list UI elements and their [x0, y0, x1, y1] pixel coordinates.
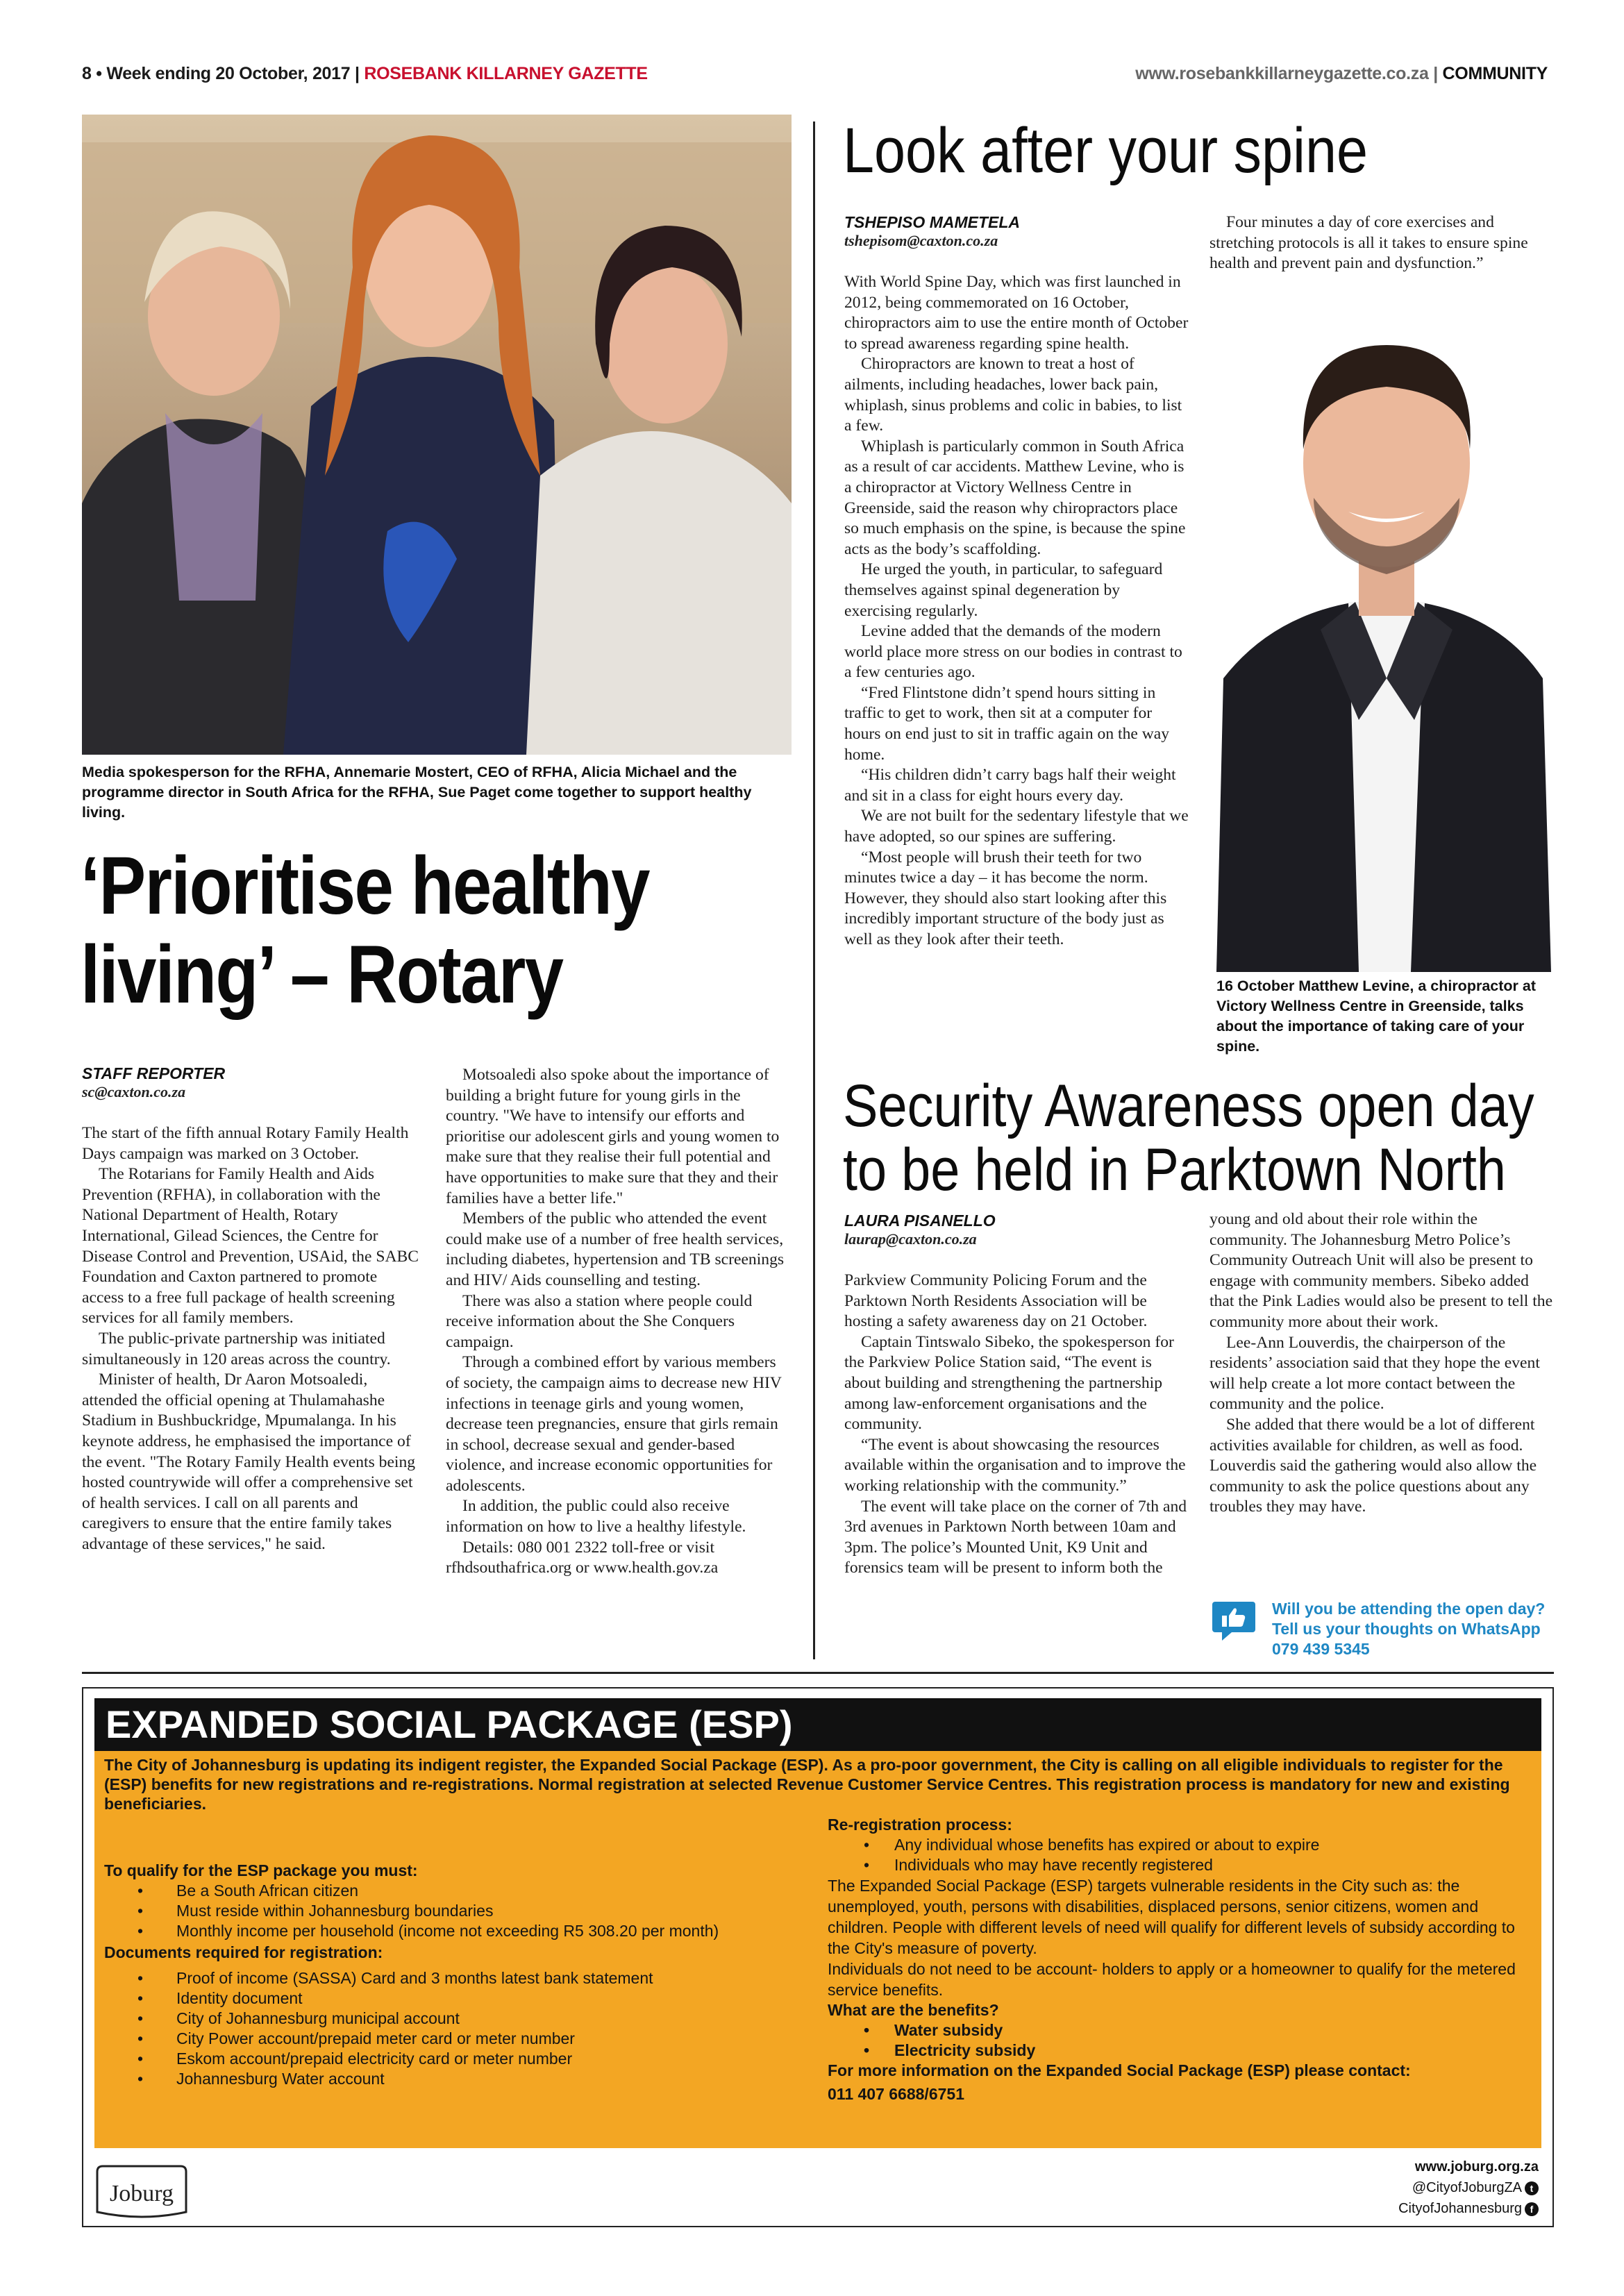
- list-item: • Water subsidy: [828, 2020, 1536, 2041]
- rotary-group-photo: [82, 115, 792, 755]
- advert-intro: The City of Johannesburg is updating its indigent register, the Expanded Social Package (ESP). As a pro-poor government, the City is calling on all eligible individuals to register for the (ESP) benefits for new registrations and re-registrations. Normal registration at selected Revenue Customer Service Centres. This registration process is mandatory for new and existing beneficiaries.: [104, 1756, 1510, 1813]
- rotary-headline: [81, 841, 696, 1019]
- facebook-page[interactable]: [1398, 2198, 1539, 2219]
- page-header-left: [82, 64, 648, 84]
- target-text: The Expanded Social Package (ESP) targets vulnerable residents in the City such as: the unemployed, youth, persons with disabilities, displaced persons, senior citizens, women and children. People with different levels of need will qualify for different levels of subsidy according to the City's measure of poverty.: [828, 1877, 1515, 1957]
- list-item: • City of Johannesburg municipal account: [104, 2009, 826, 2029]
- paragraph: Through a combined effort by various members of society, the campaign aims to decrease new HIV infections in teenage girls and young women, decrease teen pregnancies, ensure that girls remain in school, decrease sexual and gender-based violence, and increase economic opportunities for adolescents.: [446, 1353, 782, 1495]
- paragraph: young and old about their role within the community. The Johannesburg Metro Police’s Community Outreach Unit will also be present to engage with community members. Sibeko added that the Pink Ladies would also be present to tell the community more about their work.: [1209, 1210, 1553, 1331]
- facebook-icon: f: [1525, 2202, 1539, 2216]
- joburg-website-link[interactable]: www.joburg.org.za: [1414, 2159, 1539, 2175]
- paragraph: With World Spine Day, which was first launched in 2012, being commemorated on 16 October, chiropractors aim to use the entire month of October to spread awareness regarding spine health.: [844, 273, 1189, 353]
- qualify-heading: To qualify for the ESP package you must:: [104, 1861, 418, 1879]
- comment-prompt-text: Will you be attending the open day? Tell us your thoughts on WhatsApp 079 439 5345: [1272, 1600, 1546, 1658]
- paragraph: Chiropractors are known to treat a host of ailments, including headaches, lower back pain, whiplash, sinus problems and colic in babies, to list a few.: [844, 355, 1182, 435]
- list-item: • Johannesburg Water account: [104, 2069, 826, 2089]
- paragraph: She added that there would be a lot of different activities available for children, as well as food. Louverdis said the gathering would also allow the community to ask the police questions about any troubles they may have.: [1209, 1415, 1537, 1516]
- benefits-list: [828, 2020, 1536, 2061]
- paragraph: The event will take place on the corner of 7th and 3rd avenues in Parktown North between 10am and 3pm. The police’s Mounted Unit, K9 Unit and forensics team will be present to inform both the: [844, 1497, 1187, 1577]
- paragraph: In addition, the public could also receive information on how to live a healthy lifestyle.: [446, 1497, 746, 1536]
- documents-list: [104, 1968, 826, 2089]
- reregistration-list: [828, 1835, 1536, 1875]
- reregistration-heading: Re-registration process:: [828, 1816, 1012, 1834]
- levine-photo-caption: 16 October Matthew Levine, a chiropractor at Victory Wellness Centre in Greenside, talks about the importance of taking care of your spine.: [1216, 978, 1536, 1055]
- rotary-headline-line1: ‘Prioritise healthy: [81, 840, 649, 932]
- paragraph: He urged the youth, in particular, to safeguard themselves against spinal degeneration by exercising regularly.: [844, 560, 1163, 620]
- page-header-right: [1135, 64, 1548, 84]
- paragraph: “Fred Flintstone didn’t spend hours sitting in traffic to get to work, then sit at a computer for hours on end just to sit in traffic again on the way home.: [844, 683, 1170, 764]
- paragraph: Members of the public who attended the event could make use of a number of free health services, including diabetes, hypertension and TB screenings and HIV/ Aids counselling and testing.: [446, 1209, 785, 1289]
- spine-column-1: [844, 272, 1189, 950]
- paragraph: Captain Tintswalo Sibeko, the spokesperson for the Parkview Police Station said, “The event is about building and strengthening the partnership among law-enforcement organisations and the community.: [844, 1332, 1174, 1434]
- rotary-author: STAFF REPORTER: [82, 1064, 226, 1082]
- paragraph: The Rotarians for Family Health and Aids Prevention (RFHA), in collaboration with the National Department of Health, Rotary International, Gilead Sciences, the Centre for Disease Control and Prevention, USAid, the SABC Foundation and Caxton partnered to promote access to a free full package of health screening services for all family members.: [82, 1165, 419, 1327]
- list-item: • Electricity subsidy: [828, 2041, 1536, 2061]
- paragraph: Whiplash is particularly common in South Africa as a result of car accidents. Matthew Levine, who is a chiropractor at Victory Wellness Centre in Greenside, said the reason why chiropractors place so much emphasis on the spine, is because the spine acts as the body’s scaffolding.: [844, 437, 1186, 558]
- matthew-levine-photo: [1216, 290, 1551, 972]
- section-name: COMMUNITY: [1442, 64, 1548, 83]
- advert-title: EXPANDED SOCIAL PACKAGE (ESP): [94, 1698, 1541, 1751]
- list-item: • Individuals who may have recently registered: [828, 1855, 1536, 1875]
- security-headline-line2: to be held in Parktown North: [843, 1137, 1506, 1203]
- list-item: • Proof of income (SASSA) Card and 3 months latest bank statement: [104, 1968, 826, 1988]
- list-item: • Be a South African citizen: [104, 1881, 826, 1901]
- qualify-list: [104, 1881, 826, 1941]
- paragraph: The start of the fifth annual Rotary Family Health Days campaign was marked on 3 October.: [82, 1124, 409, 1163]
- thumbs-up-comment-icon: [1212, 1602, 1255, 1641]
- benefits-heading: What are the benefits?: [828, 2001, 999, 2019]
- paragraph: Levine added that the demands of the modern world place more stress on our bodies in contrast to a few centuries ago.: [844, 622, 1182, 682]
- publication-name: ROSEBANK KILLARNEY GAZETTE: [364, 64, 648, 83]
- advert-body: [94, 1751, 1541, 2148]
- paragraph: “Most people will brush their teeth for two minutes twice a day – it has become the norm. However, they should also start looking after this incredibly important structure of the body just as well as they look after their teeth.: [844, 848, 1167, 948]
- contact-heading: For more information on the Expanded Social Package (ESP) please contact:: [828, 2061, 1411, 2079]
- column-divider: [813, 121, 815, 1659]
- paragraph: “The event is about showcasing the resources available within the organisation and to improve the working relationship with the community.”: [844, 1435, 1186, 1495]
- list-item: • Any individual whose benefits has expired or about to expire: [828, 1835, 1536, 1855]
- spine-author-email[interactable]: tshepisom@caxton.co.za: [844, 232, 998, 249]
- security-column-2: [1209, 1209, 1557, 1518]
- svg-text:Joburg: Joburg: [110, 2181, 174, 2206]
- contact-phone: 011 407 6688/6751: [828, 2085, 964, 2103]
- rotary-column-2: [446, 1065, 789, 1579]
- rotary-column-1: [82, 1123, 422, 1555]
- security-column-1: [844, 1271, 1189, 1579]
- security-author: LAURA PISANELLO: [844, 1212, 996, 1230]
- paragraph: “His children didn’t carry bags half their weight and sit in a class for eight hours every day.: [844, 766, 1176, 805]
- paragraph: The public-private partnership was initiated simultaneously in 120 areas across the country.: [82, 1329, 391, 1368]
- list-item: • Must reside within Johannesburg boundaries: [104, 1901, 826, 1921]
- rotary-author-email[interactable]: sc@caxton.co.za: [82, 1083, 186, 1100]
- spine-column-2: [1209, 212, 1557, 274]
- advert-left-column: [104, 1861, 826, 2089]
- rotary-headline-line2: living’ – Rotary: [81, 929, 563, 1021]
- joburg-logo: [93, 2163, 190, 2219]
- page-date: 8 • Week ending 20 October, 2017 |: [82, 64, 365, 83]
- spine-author: TSHEPISO MAMETELA: [844, 213, 1021, 231]
- advert-right-column: [828, 1815, 1536, 2104]
- paragraph: Lee-Ann Louverdis, the chairperson of the residents’ association said that they hope the event will help create a lot more contact between the community and the police.: [1209, 1333, 1540, 1414]
- security-headline: [843, 1073, 1534, 1203]
- list-item: • Monthly income per household (income not exceeding R5 308.20 per month): [104, 1921, 826, 1941]
- twitter-icon: t: [1525, 2181, 1539, 2195]
- site-url-link[interactable]: www.rosebankkillarneygazette.co.za |: [1135, 64, 1443, 83]
- list-item: • City Power account/prepaid meter card or meter number: [104, 2029, 826, 2049]
- account-text: Individuals do not need to be account- holders to apply or a homeowner to qualify for the metered service benefits.: [828, 1960, 1516, 1999]
- paragraph: There was also a station where people could receive information about the She Conquers campaign.: [446, 1291, 753, 1351]
- paragraph: Minister of health, Dr Aaron Motsoaledi, attended the official opening at Thulamahashe Stadium in Bushbuckridge, Mpumalanga. In his keynote address, he emphasised the importance of the event. "The Rotary Family Health events being hosted countrywide will offer a comprehensive set of health services. I call on all parents and caregivers to ensure that the entire family takes advantage of these services," he said.: [82, 1371, 416, 1553]
- paragraph: Motsoaledi also spoke about the importance of building a bright future for young girls in the country. "We have to intensify our efforts and prioritise our adolescent girls and young women to make sure that they realise their full potential and have opportunities to make sure that they and their families have a better life.": [446, 1066, 780, 1207]
- facebook-page-text: CityofJohannesburg: [1398, 2201, 1522, 2216]
- paragraph: Parkview Community Policing Forum and the Parktown North Residents Association will be hosting a safety awareness day on 21 October.: [844, 1271, 1148, 1331]
- list-item: • Identity document: [104, 1988, 826, 2009]
- advert-divider: [82, 1672, 1554, 1674]
- paragraph: Details: 080 001 2322 toll-free or visit rfhdsouthafrica.org or www.health.gov.za: [446, 1538, 719, 1577]
- paragraph: We are not built for the sedentary lifestyle that we have adopted, so our spines are suffering.: [844, 807, 1189, 846]
- spine-headline: Look after your spine: [843, 115, 1368, 186]
- esp-advert: [82, 1687, 1554, 2227]
- twitter-handle[interactable]: [1398, 2177, 1539, 2198]
- twitter-handle-text: @CityofJoburgZA: [1412, 2180, 1522, 2195]
- advert-contacts: [1398, 2156, 1539, 2219]
- list-item: • Eskom account/prepaid electricity card or meter number: [104, 2049, 826, 2069]
- rotary-photo-caption: Media spokesperson for the RFHA, Annemarie Mostert, CEO of RFHA, Alicia Michael and the programme director in South Africa for the RFHA, Sue Paget come together to support healthy living.: [82, 764, 752, 821]
- paragraph: Four minutes a day of core exercises and stretching protocols is all it takes to ensure spine health and prevent pain and dysfunction.”: [1209, 213, 1528, 273]
- security-headline-line1: Security Awareness open day: [843, 1073, 1534, 1139]
- security-author-email[interactable]: laurap@caxton.co.za: [844, 1230, 977, 1248]
- whatsapp-comment-prompt: [1212, 1599, 1559, 1659]
- documents-heading: Documents required for registration:: [104, 1943, 383, 1961]
